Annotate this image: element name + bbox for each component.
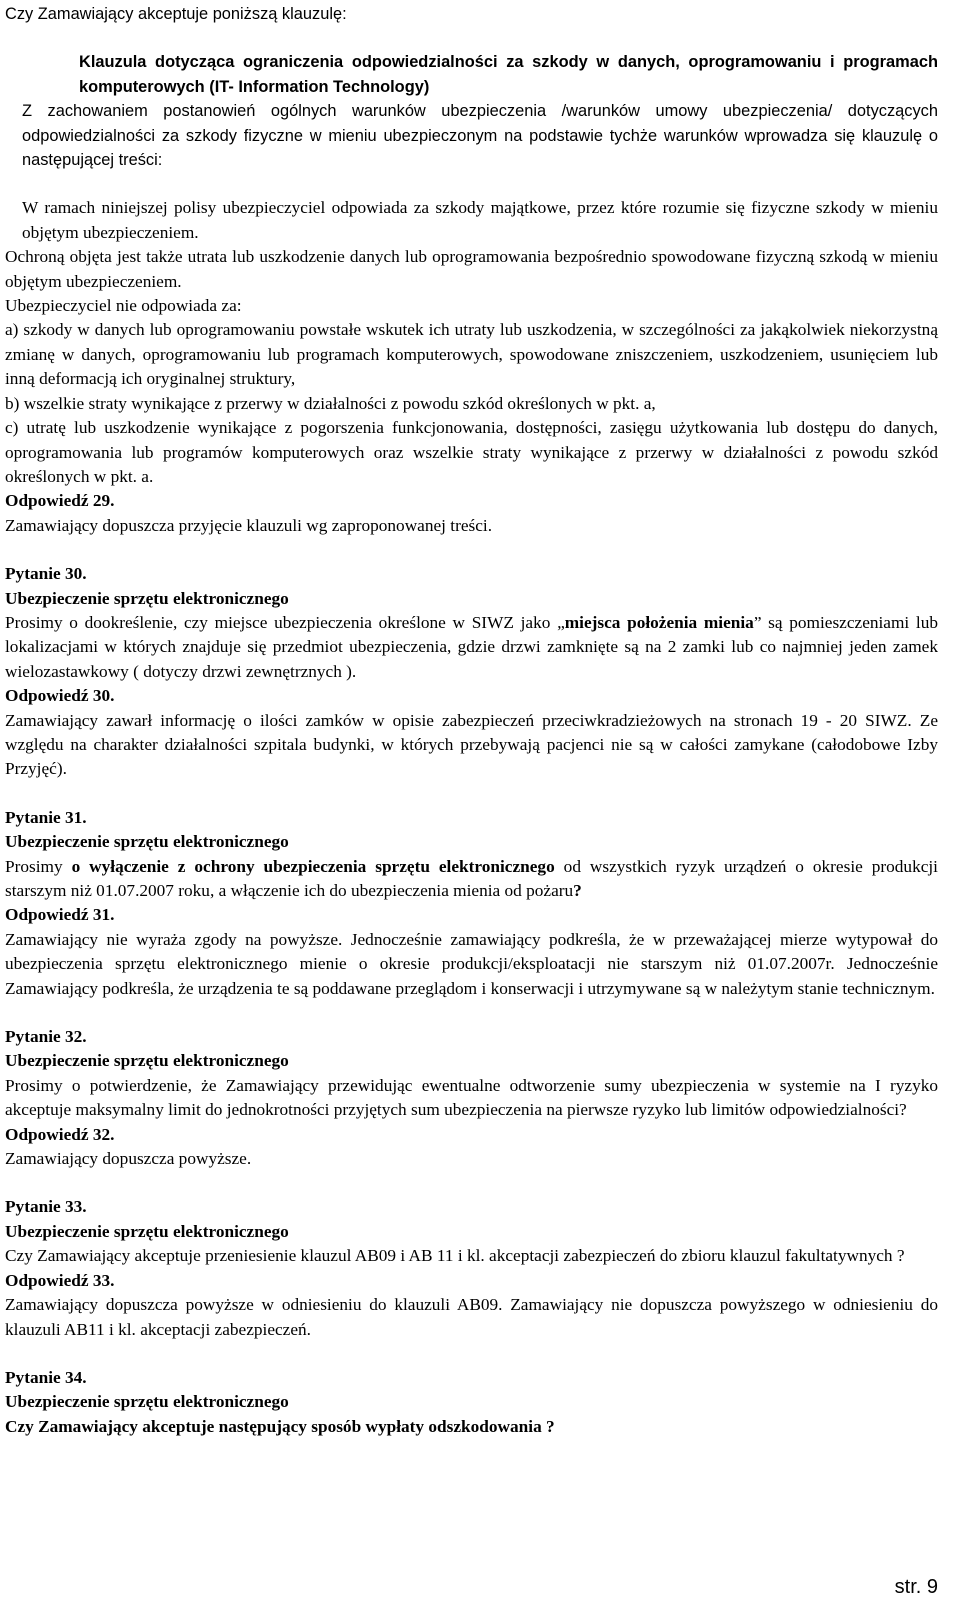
answer-29-label: Odpowiedź 29. [5, 491, 115, 511]
question-30-text-bold: miejsca położenia mienia [564, 612, 754, 632]
clause-title: Klauzula dotycząca ograniczenia odpowiedzialności za szkody w danych, oprogramowaniu i programach komputerowych (IT- Information Technology) [79, 53, 938, 96]
clause-block [5, 50, 938, 489]
question-30-label: Pytanie 30. [5, 564, 87, 584]
question-31-text-1: Prosimy [5, 856, 72, 876]
answer-31-label: Odpowiedź 31. [5, 905, 115, 925]
clause-paragraph-2: Ochroną objęta jest także utrata lub uszkodzenie danych lub oprogramowania bezpośrednio spowodowane fizyczną szkodą w mieniu objętym ubezpieczeniem. [5, 247, 938, 291]
question-33-block [5, 1195, 938, 1341]
question-30-text-before: Prosimy o dookreślenie, czy miejsce ubezpieczenia określone w SIWZ jako „ [5, 612, 565, 632]
clause-paragraph-1: W ramach niniejszej polisy ubezpieczyciel odpowiada za szkody majątkowe, przez które rozumie się fizyczne szkody w mieniu objętym ubezpieczeniem. [22, 198, 938, 242]
question-34-block [5, 1366, 938, 1439]
clause-preamble: Z zachowaniem postanowień ogólnych warunków ubezpieczenia /warunków umowy ubezpieczenia/ dotyczących odpowiedzialności za szkody fizyczne w mieniu ubezpieczonym na podstawie tychże warunków wprowadza się klauzulę o następującej treści: [22, 102, 938, 170]
answer-29-block [5, 489, 938, 538]
question-32-text: Prosimy o potwierdzenie, że Zamawiający przewidując ewentualne odtworzenie sumy ubezpieczenia w systemie na I ryzyko akceptuje maksymalny limit do jednokrotności przyjętych sum ubezpieczenia na pierwsze ryzyko lub limitów odpowiedzialności? [5, 1075, 938, 1120]
intro-text: Czy Zamawiający akceptuje poniższą klauzulę: [5, 5, 347, 23]
question-31-text-bold-2: ? [573, 881, 582, 900]
question-31-text-bold-1: o wyłączenie z ochrony ubezpieczenia sprzętu elektronicznego [71, 856, 555, 876]
answer-29-text: Zamawiający dopuszcza przyjęcie klauzuli wg zaproponowanej treści. [5, 515, 493, 535]
question-32-topic: Ubezpieczenie sprzętu elektronicznego [5, 1051, 289, 1071]
question-34-topic: Ubezpieczenie sprzętu elektronicznego [5, 1392, 289, 1412]
question-33-topic: Ubezpieczenie sprzętu elektronicznego [5, 1221, 289, 1241]
question-31-block [5, 806, 938, 1001]
question-33-text: Czy Zamawiający akceptuje przeniesienie klauzul AB09 i AB 11 i kl. akceptacji zabezpieczeń do zbioru klauzul fakultatywnych ? [5, 1246, 905, 1266]
clause-item-b: b) wszelkie straty wynikające z przerwy w działalności z powodu szkód określonych w pkt. a, [5, 393, 656, 413]
answer-33-text: Zamawiający dopuszcza powyższe w odniesieniu do klauzuli AB09. Zamawiający nie dopuszcza powyższego w odniesieniu do klauzuli AB11 i kl. akceptacji zabezpieczeń. [5, 1295, 938, 1339]
question-30-text-after: ” są pomieszczeniami lub lokalizacjami w których znajduje się przedmiot ubezpieczenia, gdzie drzwi zamknięte są na 2 zamki lub co najmniej jeden zamek wielozastawkowy ( dotyczy drzwi zewnętrznych ). [5, 612, 938, 681]
answer-32-text: Zamawiający dopuszcza powyższe. [5, 1149, 252, 1169]
answer-31-text: Zamawiający nie wyraża zgody na powyższe. Jednocześnie zamawiający podkreśla, że w przeważającej mierze wytypował do ubezpieczenia sprzętu elektronicznego mienie o okresie produkcji/eksploatacji nie starszym niż 01.07.2007r. Jednocześnie Zamawiający podkreśla, że urządzenia te są poddawane przeglądom i konserwacji i utrzymywane są w należytym stanie technicznym. [5, 929, 938, 998]
answer-30-label: Odpowiedź 30. [5, 686, 115, 706]
question-30-topic: Ubezpieczenie sprzętu elektronicznego [5, 588, 289, 608]
clause-item-a: a) szkody w danych lub oprogramowaniu powstałe wskutek ich utraty lub uszkodzenia, w szczególności za jakąkolwiek niekorzystną zmianę w danych, oprogramowaniu lub programach komputerowych, spowodowane zniszczeniem, uszkodzeniem, usunięciem lub inną deformacją ich oryginalnej struktury, [5, 320, 938, 389]
question-33-label: Pytanie 33. [5, 1197, 87, 1217]
clause-paragraph-3: Ubezpieczyciel nie odpowiada za: [5, 296, 242, 316]
question-31-text-2: od wszystkich ryzyk urządzeń o okresie produkcji starszym niż 01.07.2007 roku, a włączenie ich do ubezpieczenia mienia od pożaru [5, 856, 938, 900]
answer-33-label: Odpowiedź 33. [5, 1270, 115, 1290]
question-30-block [5, 562, 938, 782]
answer-32-label: Odpowiedź 32. [5, 1124, 115, 1144]
answer-30-text: Zamawiający zawarł informację o ilości zamków w opisie zabezpieczeń przeciwkradzieżowych na stronach 19 - 20 SIWZ. Ze względu na charakter działalności szpitala budynki, w których przebywają pacjenci nie są w całości zamykane (całodobowe Izby Przyjęć). [5, 710, 938, 779]
clause-item-c: c) utratę lub uszkodzenie wynikające z pogorszenia funkcjonowania, dostępności, zasięgu użytkowania lub dostępu do danych, oprogramowania lub programów komputerowych oraz wszelkie straty wynikające z przerwy w działalności z powodu szkód określonych w pkt. a. [5, 418, 938, 486]
question-31-topic: Ubezpieczenie sprzętu elektronicznego [5, 832, 289, 852]
question-31-text [5, 855, 938, 904]
question-31-label: Pytanie 31. [5, 807, 87, 827]
question-30-text [5, 611, 938, 684]
question-34-text: Czy Zamawiający akceptuje następujący sposób wypłaty odszkodowania ? [5, 1416, 555, 1436]
page-number: str. 9 [894, 1575, 938, 1598]
question-32-label: Pytanie 32. [5, 1027, 87, 1047]
question-32-block [5, 1025, 938, 1171]
question-34-label: Pytanie 34. [5, 1367, 87, 1387]
